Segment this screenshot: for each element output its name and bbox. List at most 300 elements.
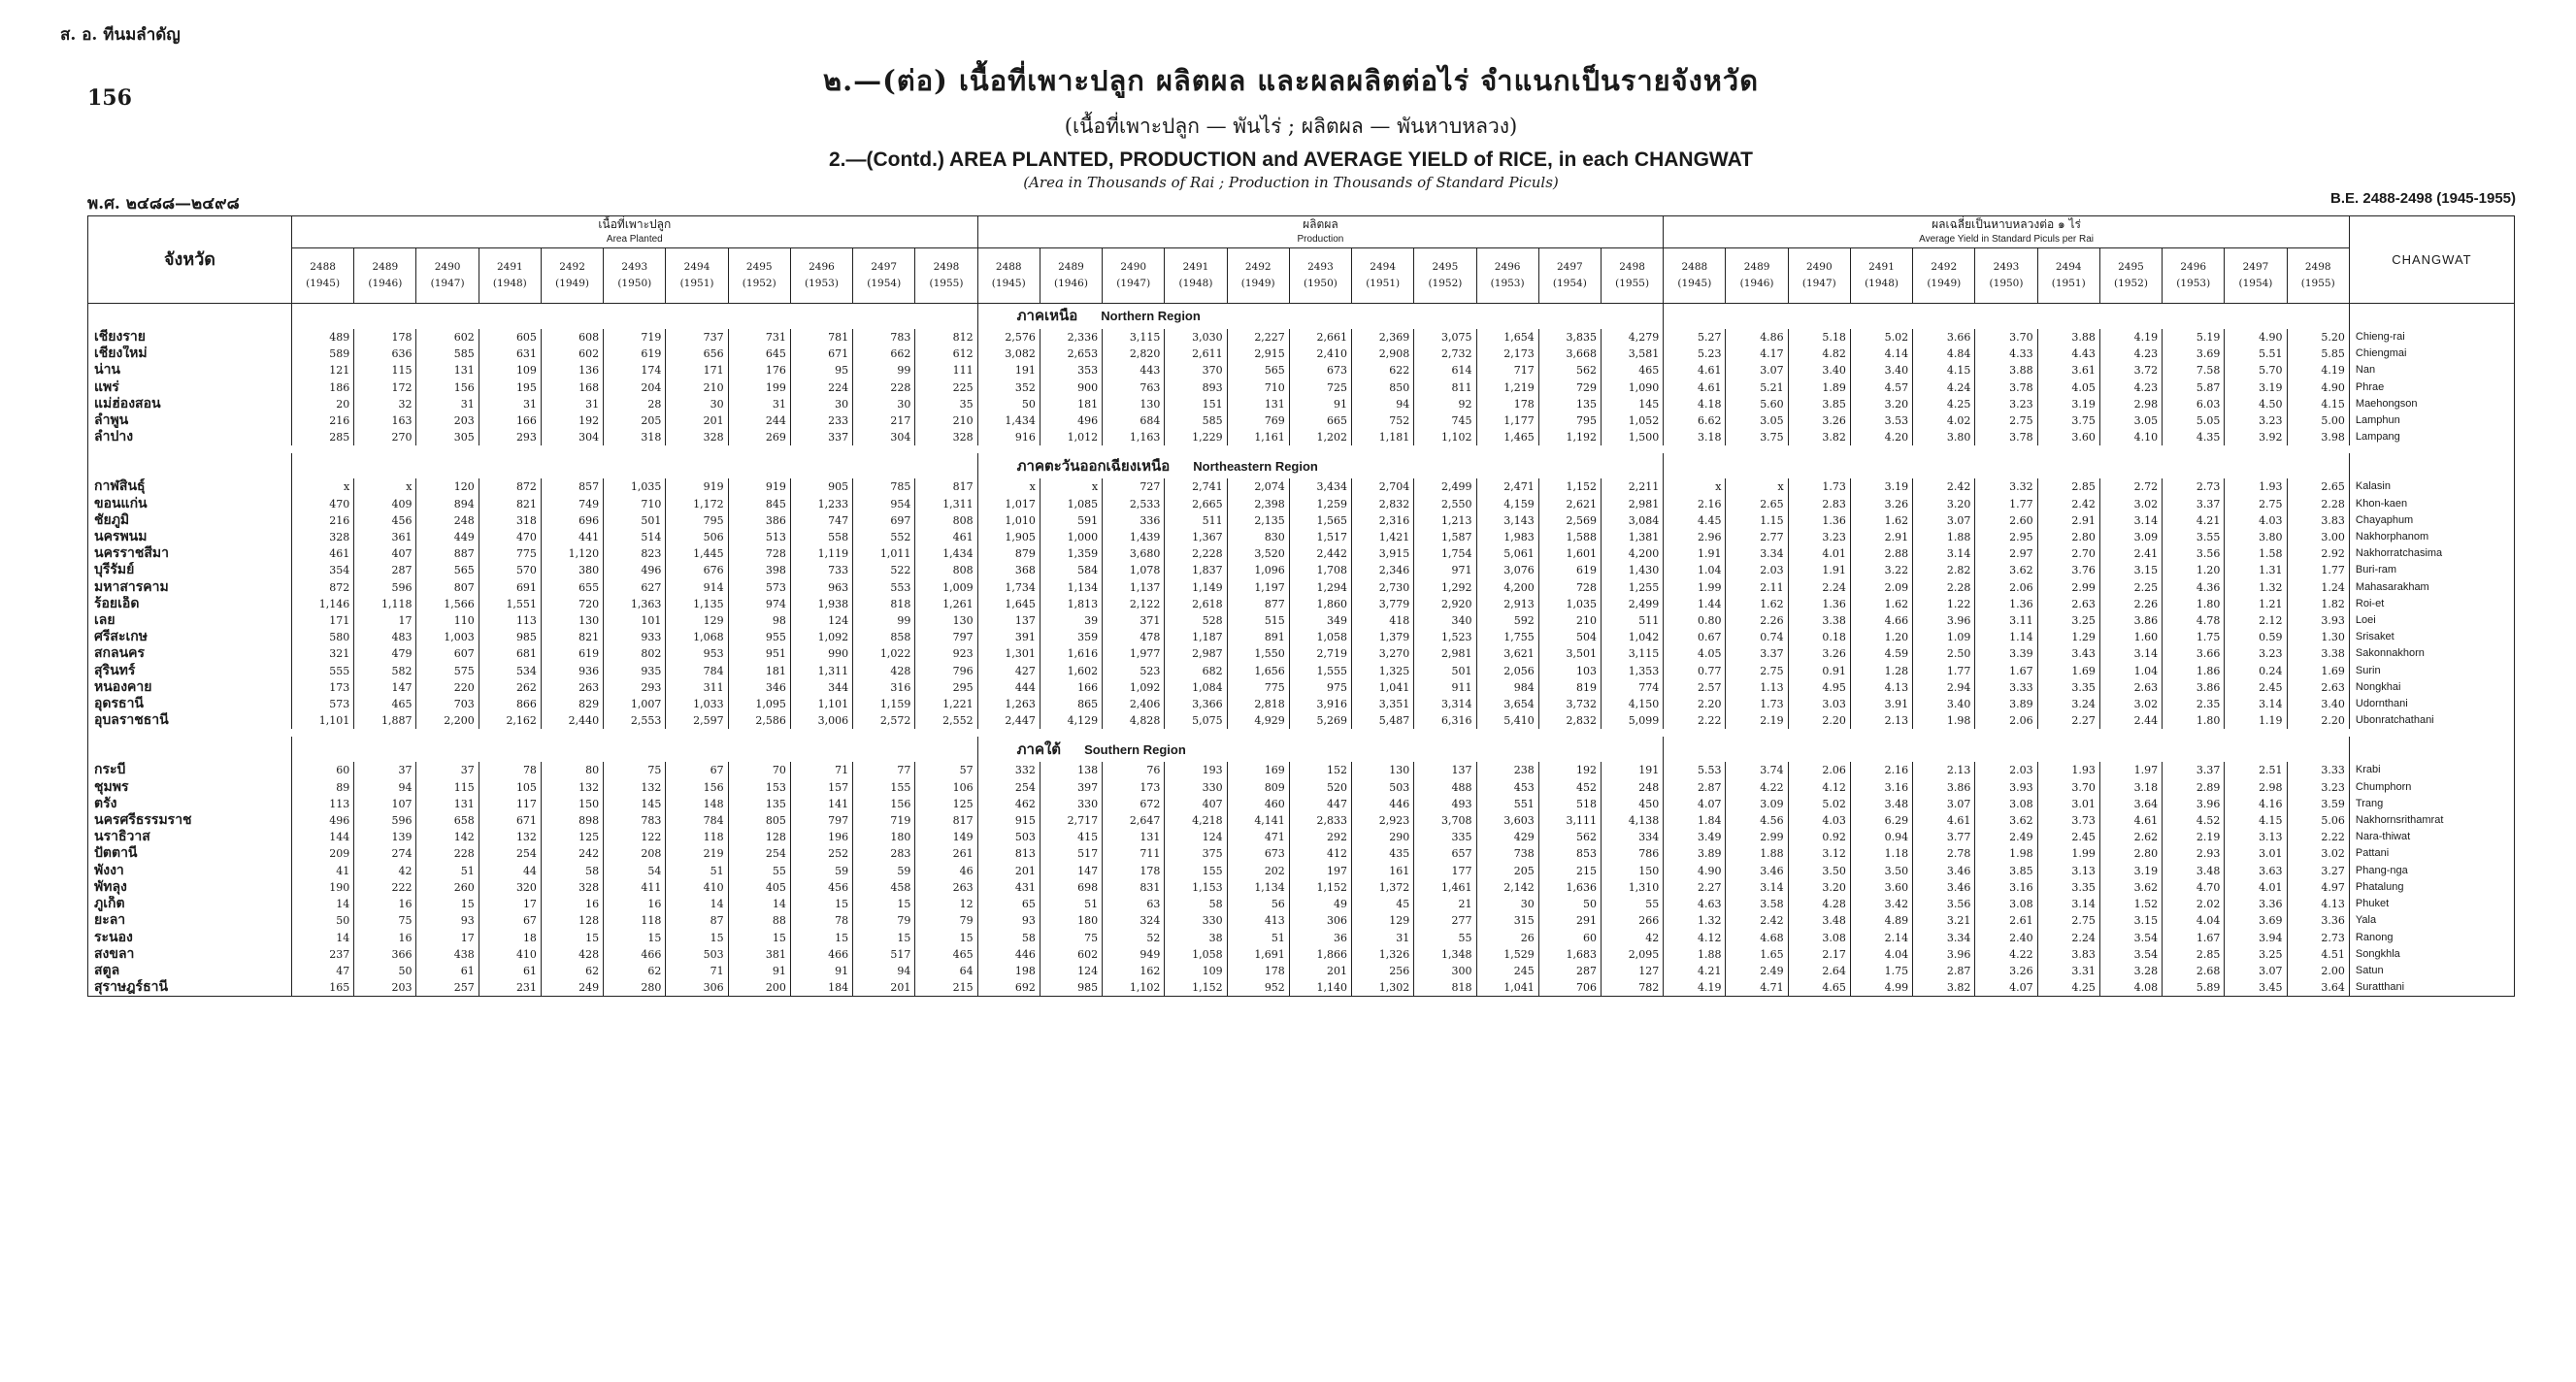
yield-cell: 1.30 [2287,629,2349,645]
prod-cell: 952 [1227,979,1289,997]
area-cell: 552 [853,529,915,545]
table-body [88,304,2515,997]
prod-cell: 3,501 [1538,645,1601,662]
yield-cell: 3.46 [1726,863,1788,879]
yield-cell: 2.80 [2099,845,2162,862]
area-cell: 136 [541,362,603,378]
yield-cell: 2.64 [1788,963,1850,979]
area-cell: 209 [292,845,354,862]
yield-cell: 1.52 [2099,896,2162,912]
prod-cell: 210 [1538,612,1601,629]
area-cell: 361 [354,529,416,545]
yield-cell: 4.61 [1664,362,1726,378]
yield-cell: 3.33 [1975,679,2037,696]
area-cell: 676 [666,562,728,578]
prod-cell: 38 [1165,930,1227,946]
yield-cell: 2.57 [1664,679,1726,696]
table-row [88,645,2515,662]
yield-cell: 2.68 [2163,963,2225,979]
area-cell: 293 [604,679,666,696]
yield-cell: 1.29 [2037,629,2099,645]
prod-cell: 1,102 [1103,979,1165,997]
prod-cell: 431 [977,879,1040,896]
prod-cell: 446 [1352,796,1414,812]
area-cell: 248 [416,512,479,529]
area-cell: 1,011 [853,545,915,562]
changwat-name-english: Nakhorphanom [2349,529,2514,545]
area-cell: 489 [292,329,354,346]
area-cell: 328 [915,429,977,445]
area-cell: 166 [479,412,541,429]
area-cell: 627 [604,579,666,596]
yield-cell: 3.07 [1913,512,1975,529]
yield-cell: 4.89 [1850,912,1912,929]
prod-cell: 178 [1103,863,1165,879]
area-cell: 1,551 [479,596,541,612]
area-cell: 808 [915,562,977,578]
prod-cell: 1,096 [1227,562,1289,578]
prod-cell: 453 [1476,779,1538,796]
yield-cell: 2.99 [2037,579,2099,596]
prod-cell: 1,348 [1414,946,1476,963]
yield-cell: 2.75 [2037,912,2099,929]
yield-cell: 4.90 [2225,329,2287,346]
area-cell: 94 [853,963,915,979]
prod-cell: 1,565 [1289,512,1351,529]
yield-cell: 3.70 [2037,779,2099,796]
province-name-thai: พังงา [88,863,292,879]
changwat-name-english: Phuket [2349,896,2514,912]
table-row [88,329,2515,346]
prod-cell: 879 [977,545,1040,562]
year-be: 2492 [1244,261,1271,273]
area-cell: 470 [479,529,541,545]
prod-cell: 2,533 [1103,496,1165,512]
area-cell: 781 [790,329,852,346]
area-cell: 113 [479,612,541,629]
yield-cell: 1.86 [2163,663,2225,679]
prod-cell: 245 [1476,963,1538,979]
area-cell: 728 [728,545,790,562]
prod-cell: 256 [1352,963,1414,979]
prod-cell: 5,487 [1352,712,1414,729]
yield-cell: 4.24 [1913,379,1975,396]
table-row [88,879,2515,896]
year-be: 2489 [372,261,399,273]
prod-cell: 3,434 [1289,478,1351,495]
yield-cell: 2.75 [1975,412,2037,429]
yield-cell: 3.05 [2099,412,2162,429]
yield-cell: 5.00 [2287,412,2349,429]
yield-cell: 2.45 [2037,829,2099,845]
table-row [88,896,2515,912]
yield-cell: 1.80 [2163,596,2225,612]
year-ce: (1953) [2176,278,2211,289]
area-cell: 14 [666,896,728,912]
yield-cell: 3.14 [2099,512,2162,529]
prod-cell: x [1040,478,1102,495]
changwat-name-english: Songkhla [2349,946,2514,963]
yield-cell: 3.56 [2163,545,2225,562]
area-cell: 46 [915,863,977,879]
yield-cell: 3.22 [1850,562,1912,578]
yield-cell: 2.19 [1726,712,1788,729]
area-cell: 117 [479,796,541,812]
area-cell: 16 [354,930,416,946]
area-cell: 656 [666,346,728,362]
area-cell: 59 [790,863,852,879]
area-cell: 936 [541,663,603,679]
prod-cell: 515 [1227,612,1289,629]
prod-cell: 1,381 [1601,529,1663,545]
prod-cell: 1,517 [1289,529,1351,545]
yield-cell: 1.65 [1726,946,1788,963]
prod-cell: 130 [1103,396,1165,412]
prod-cell: 124 [1040,963,1102,979]
area-cell: 220 [416,679,479,696]
area-cell: 465 [915,946,977,963]
prod-cell: 585 [1165,412,1227,429]
yield-cell: 3.18 [1664,429,1726,445]
yield-cell: 1.75 [1850,963,1912,979]
yield-cell: 3.62 [1975,812,2037,829]
area-cell: 2,440 [541,712,603,729]
table-row [88,529,2515,545]
year-ce: (1946) [1739,278,1774,289]
prod-cell: 131 [1103,829,1165,845]
area-cell: 113 [292,796,354,812]
year-be: 2495 [745,261,773,273]
prod-cell: 353 [1040,362,1102,378]
region-blank-area [292,453,978,478]
area-cell: 131 [416,796,479,812]
prod-cell: 178 [1227,963,1289,979]
changwat-name-english: Buri-ram [2349,562,2514,578]
yield-cell: 4.63 [1664,896,1726,912]
yield-cell: 3.50 [1788,863,1850,879]
prod-cell: 2,611 [1165,346,1227,362]
yield-cell: 4.86 [1726,329,1788,346]
area-cell: 118 [666,829,728,845]
area-cell: 955 [728,629,790,645]
rice-statistics-table [87,215,2515,997]
province-column-header: จังหวัด [88,216,292,304]
area-year-header [416,248,479,304]
area-cell: 305 [416,429,479,445]
area-cell: 797 [915,629,977,645]
yield-cell: 3.48 [1850,796,1912,812]
area-cell: 78 [479,762,541,778]
table-row [88,496,2515,512]
prod-cell: 3,915 [1352,545,1414,562]
area-cell: 88 [728,912,790,929]
prod-cell: 51 [1227,930,1289,946]
yield-cell: 4.23 [2099,379,2162,396]
area-cell: 59 [853,863,915,879]
area-cell: 31 [728,396,790,412]
table-row [88,812,2515,829]
prod-cell: 1,017 [977,496,1040,512]
yield-cell: 3.14 [2225,696,2287,712]
yield-cell: 1.09 [1913,629,1975,645]
year-ce: (1953) [805,278,839,289]
yield-cell: 2.28 [1913,579,1975,596]
prod-cell: 2,056 [1476,663,1538,679]
yield-cell: 3.70 [1975,329,2037,346]
area-cell: 16 [541,896,603,912]
prod-cell: 985 [1040,979,1102,997]
yield-cell: 4.25 [2037,979,2099,997]
area-cell: 328 [292,529,354,545]
area-cell: 89 [292,779,354,796]
yield-cell: 3.80 [1913,429,1975,445]
area-cell: 75 [604,762,666,778]
yield-cell: 4.25 [1913,396,1975,412]
yield-cell: 5.02 [1788,796,1850,812]
yield-cell: 3.42 [1850,896,1912,912]
yield-cell: 3.26 [1788,412,1850,429]
changwat-name-english: Chiengmai [2349,346,2514,362]
prod-cell: 1,860 [1289,596,1351,612]
yield-cell: 3.85 [1788,396,1850,412]
area-cell: 31 [416,396,479,412]
area-cell: 64 [915,963,977,979]
prod-cell: 745 [1414,412,1476,429]
prod-cell: 287 [1538,963,1601,979]
prod-cell: 584 [1040,562,1102,578]
region-spacer [88,729,2515,737]
yield-cell: 1.36 [1788,596,1850,612]
yield-cell: 4.19 [1664,979,1726,997]
area-cell: 87 [666,912,728,929]
yield-cell: 3.01 [2037,796,2099,812]
prod-cell: 831 [1103,879,1165,896]
prod-cell: 2,346 [1352,562,1414,578]
year-range-english: B.E. 2488-2498 (1945-1955) [2330,190,2516,207]
area-cell: 15 [790,896,852,912]
yield-cell: 1.32 [1664,912,1726,929]
yield-cell: 2.91 [2037,512,2099,529]
area-cell: 1,363 [604,596,666,612]
area-cell: 1,068 [666,629,728,645]
prod-cell: 352 [977,379,1040,396]
prod-cell: 1,734 [977,579,1040,596]
region-label [977,453,1664,478]
area-cell: 858 [853,629,915,645]
yield-cell: 4.57 [1850,379,1912,396]
prod-cell: 2,410 [1289,346,1351,362]
yield-cell: 4.10 [2099,429,2162,445]
prod-cell: 682 [1165,663,1227,679]
region-blank-area [292,304,978,330]
prod-cell: 452 [1538,779,1601,796]
area-cell: 157 [790,779,852,796]
area-cell: 15 [915,930,977,946]
prod-cell: 3,351 [1352,696,1414,712]
area-cell: 933 [604,629,666,645]
prod-cell: 4,279 [1601,329,1663,346]
prod-cell: 4,200 [1601,545,1663,562]
yield-cell: 3.73 [2037,812,2099,829]
prod-cell: 3,654 [1476,696,1538,712]
prod-cell: 3,115 [1103,329,1165,346]
yield-cell: 4.22 [1975,946,2037,963]
prod-cell: 528 [1165,612,1227,629]
yield-cell: 2.97 [1975,545,2037,562]
area-cell: 1,135 [666,596,728,612]
prod-cell: 1,000 [1040,529,1102,545]
prod-cell: 1,255 [1601,579,1663,596]
year-be: 2490 [1120,261,1147,273]
area-cell: 180 [853,829,915,845]
area-cell: 204 [604,379,666,396]
yield-cell: 3.14 [1913,545,1975,562]
area-cell: 461 [292,545,354,562]
changwat-name-english: Maehongson [2349,396,2514,412]
yield-cell: 1.36 [1788,512,1850,529]
prod-cell: 462 [977,796,1040,812]
prod-cell: 4,141 [1227,812,1289,829]
year-ce: (1954) [867,278,902,289]
year-ce: (1955) [2300,278,2335,289]
area-cell: 32 [354,396,416,412]
prod-cell: 1,229 [1165,429,1227,445]
area-cell: 304 [853,429,915,445]
area-cell: 131 [416,362,479,378]
prod-cell: 1,092 [1103,679,1165,696]
area-cell: 797 [790,812,852,829]
area-cell: 153 [728,779,790,796]
yield-cell: 2.89 [2163,779,2225,796]
area-cell: 534 [479,663,541,679]
prod-cell: 375 [1165,845,1227,862]
yield-cell: 3.86 [1913,779,1975,796]
prod-cell: 418 [1352,612,1414,629]
prod-cell: 1,379 [1352,629,1414,645]
prod-cell: 460 [1227,796,1289,812]
prod-cell: 201 [1289,963,1351,979]
prod-cell: 55 [1414,930,1476,946]
prod-cell: 504 [1538,629,1601,645]
prod-cell: 3,779 [1352,596,1414,612]
area-cell: 737 [666,329,728,346]
area-cell: 919 [728,478,790,495]
prod-cell: 330 [1040,796,1102,812]
area-cell: 132 [479,829,541,845]
prod-cell: 738 [1476,845,1538,862]
yield-year-header [1975,248,2037,304]
area-cell: 205 [604,412,666,429]
prod-cell: 1,042 [1601,629,1663,645]
prod-cell: 2,908 [1352,346,1414,362]
year-be: 2495 [2118,261,2144,273]
prod-cell: 3,084 [1601,512,1663,529]
year-ce: (1948) [1178,278,1213,289]
area-cell: 1,095 [728,696,790,712]
prod-cell: 830 [1227,529,1289,545]
area-cell: 231 [479,979,541,997]
yield-cell: 2.16 [1664,496,1726,512]
yield-cell: 4.13 [2287,896,2349,912]
prod-cell: 3,581 [1601,346,1663,362]
yield-cell: 2.73 [2287,930,2349,946]
prod-year-header [1476,248,1538,304]
prod-cell: 1,754 [1414,545,1476,562]
area-cell: 132 [541,779,603,796]
prod-cell: 166 [1040,679,1102,696]
prod-cell: 819 [1538,679,1601,696]
prod-cell: 673 [1289,362,1351,378]
area-cell: 95 [790,362,852,378]
area-cell: 522 [853,562,915,578]
yield-cell: 2.85 [2163,946,2225,963]
region-blank-left [88,453,292,478]
area-cell: 20 [292,396,354,412]
area-cell: 70 [728,762,790,778]
prod-cell: 517 [1040,845,1102,862]
area-cell: 1,101 [292,712,354,729]
area-cell: 287 [354,562,416,578]
prod-cell: 511 [1165,512,1227,529]
area-cell: 120 [416,478,479,495]
area-cell: 380 [541,562,603,578]
area-cell: 155 [853,779,915,796]
area-cell: 619 [541,645,603,662]
area-cell: 316 [853,679,915,696]
yield-cell: 1.73 [1788,478,1850,495]
yield-cell: 2.96 [1664,529,1726,545]
yield-cell: 2.94 [1913,679,1975,696]
yield-cell: 4.16 [2225,796,2287,812]
region-label [977,737,1664,762]
area-cell: 257 [416,979,479,997]
area-cell: 14 [728,896,790,912]
yield-cell: 3.80 [2225,529,2287,545]
prod-cell: 1,152 [1538,478,1601,495]
prod-cell: 359 [1040,629,1102,645]
province-name-thai: มหาสารคาม [88,579,292,596]
year-be: 2493 [1993,261,2020,273]
yield-cell: 1.19 [2225,712,2287,729]
yield-cell: 2.73 [2163,478,2225,495]
yield-cell: 2.83 [1788,496,1850,512]
prod-cell: 1,465 [1476,429,1538,445]
prod-cell: 446 [977,946,1040,963]
spacer-cell [88,445,2515,453]
area-cell: 145 [604,796,666,812]
changwat-name-english: Trang [2349,796,2514,812]
prod-cell: 1,140 [1289,979,1351,997]
area-cell: 195 [479,379,541,396]
prod-cell: 65 [977,896,1040,912]
area-cell: 783 [604,812,666,829]
area-cell: 42 [354,863,416,879]
area-cell: 658 [416,812,479,829]
prod-cell: 340 [1414,612,1476,629]
area-year-header [354,248,416,304]
changwat-name-english: Nongkhai [2349,679,2514,696]
area-cell: 60 [292,762,354,778]
table-row [88,779,2515,796]
prod-cell: 2,499 [1601,596,1663,612]
yield-cell: 3.07 [2225,963,2287,979]
year-ce: (1949) [1927,278,1962,289]
yield-cell: 1.62 [1850,596,1912,612]
prod-cell: 465 [1601,362,1663,378]
area-cell: 731 [728,329,790,346]
prod-cell: 984 [1476,679,1538,696]
prod-year-header [1227,248,1289,304]
